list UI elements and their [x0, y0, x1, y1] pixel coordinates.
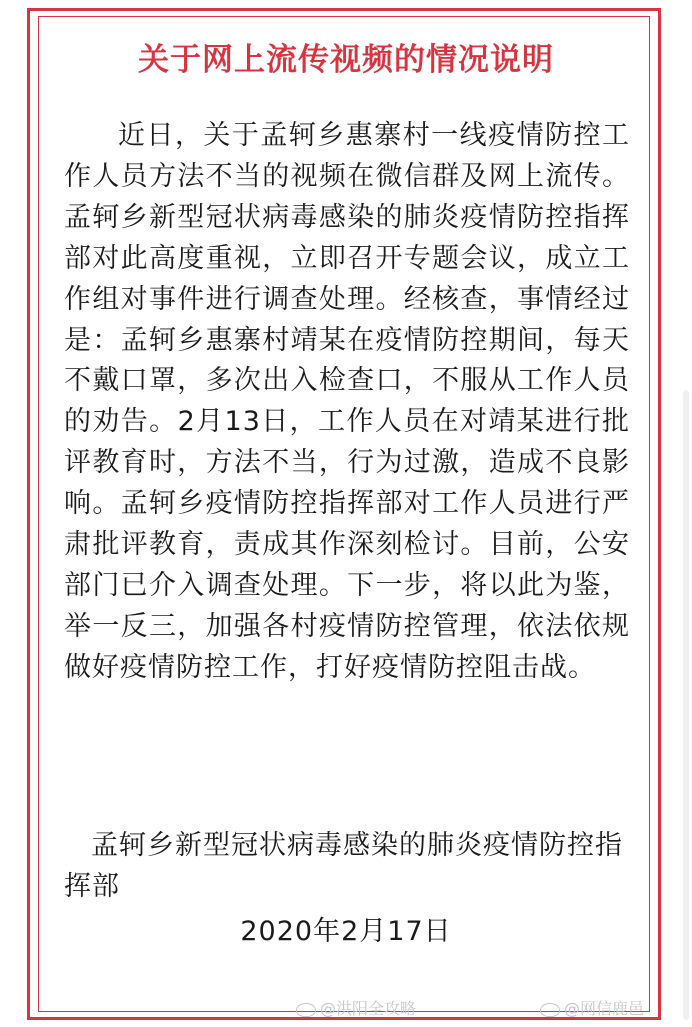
watermark-1-text: @洪阳全攻略	[320, 999, 417, 1018]
weibo-icon	[540, 1003, 560, 1017]
document-date: 2020年2月17日	[240, 916, 452, 947]
document-signature: 孟轲乡新型冠状病毒感染的肺炎疫情防控指挥部	[64, 830, 623, 902]
watermark-1	[296, 996, 416, 1019]
watermark-2	[540, 996, 644, 1019]
scrollbar[interactable]	[683, 390, 689, 1020]
watermark-2-text: @网信鹿邑	[564, 999, 645, 1018]
weibo-icon	[296, 1003, 316, 1017]
document-title: 关于网上流传视频的情况说明	[138, 42, 554, 78]
document-body: 近日，关于孟轲乡惠寨村一线疫情防控工作人员方法不当的视频在微信群及网上流传。孟轲乡新型冠状病毒感染的肺炎疫情防控指挥部对此高度重视，立即召开专题会议，成立工作组对事件进行调查处理。经核查，事情经过是：孟轲乡惠寨村靖某在疫情防控期间，每天不戴口罩，多次出入检查口，不服从工作人员的劝告。2月13日，工作人员在对靖某进行批评教育时，方法不当，行为过激，造成不良影响。孟轲乡疫情防控指挥部对工作人员进行严肃批评教育，责成其作深刻检讨。目前，公安部门已介入调查处理。下一步，将以此为鉴，举一反三，加强各村疫情防控管理，依法依规做好疫情防控工作，打好疫情防控阻击战。	[64, 120, 630, 683]
